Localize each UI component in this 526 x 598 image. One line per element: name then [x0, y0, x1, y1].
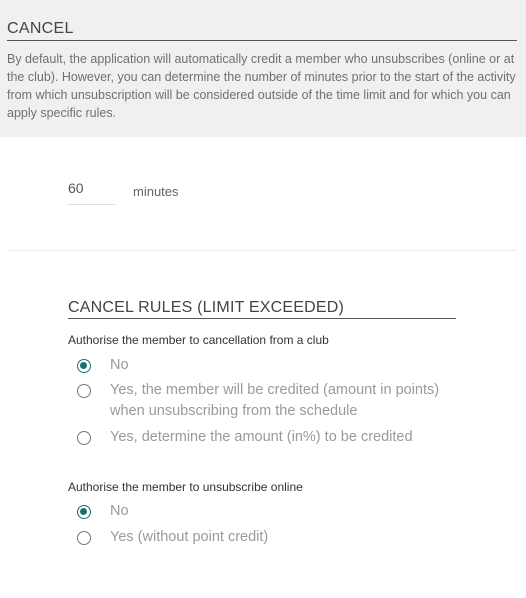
section-divider [7, 250, 516, 251]
option-label: No [110, 503, 129, 519]
radio-unchecked-icon[interactable] [77, 384, 91, 398]
online-unsubscribe-label: Authorise the member to unsubscribe online [68, 480, 303, 494]
minutes-label: minutes [133, 184, 179, 199]
club-cancellation-label: Authorise the member to cancellation from a club [68, 333, 329, 347]
club-option-yes-points[interactable] [77, 383, 507, 422]
club-option-yes-percent[interactable] [77, 430, 507, 448]
cancel-header-panel [0, 0, 526, 137]
cancel-description: By default, the application will automatically credit a member who unsubscribes (online or at the club). However, you can determine the number of minutes prior to the start of the activity from which unsubscription will be considered outside of the time limit and for which you can apply specific rules. [7, 52, 516, 120]
cancel-rules-title: CANCEL RULES (LIMIT EXCEEDED) [68, 299, 456, 319]
option-label: Yes, the member will be credited (amount in points) when unsubscribing from the schedule [110, 382, 440, 419]
option-label: Yes (without point credit) [110, 529, 269, 545]
option-label: No [110, 357, 129, 373]
option-label: Yes, determine the amount (in%) to be credited [110, 429, 413, 445]
radio-checked-icon[interactable] [77, 505, 91, 519]
online-option-yes[interactable] [77, 530, 507, 548]
online-option-no[interactable] [77, 504, 507, 522]
radio-unchecked-icon[interactable] [77, 531, 91, 545]
radio-checked-icon[interactable] [77, 359, 91, 373]
radio-unchecked-icon[interactable] [77, 431, 91, 445]
cancel-title: CANCEL [7, 20, 517, 41]
minutes-input[interactable] [67, 180, 116, 205]
club-option-no[interactable] [77, 358, 507, 376]
